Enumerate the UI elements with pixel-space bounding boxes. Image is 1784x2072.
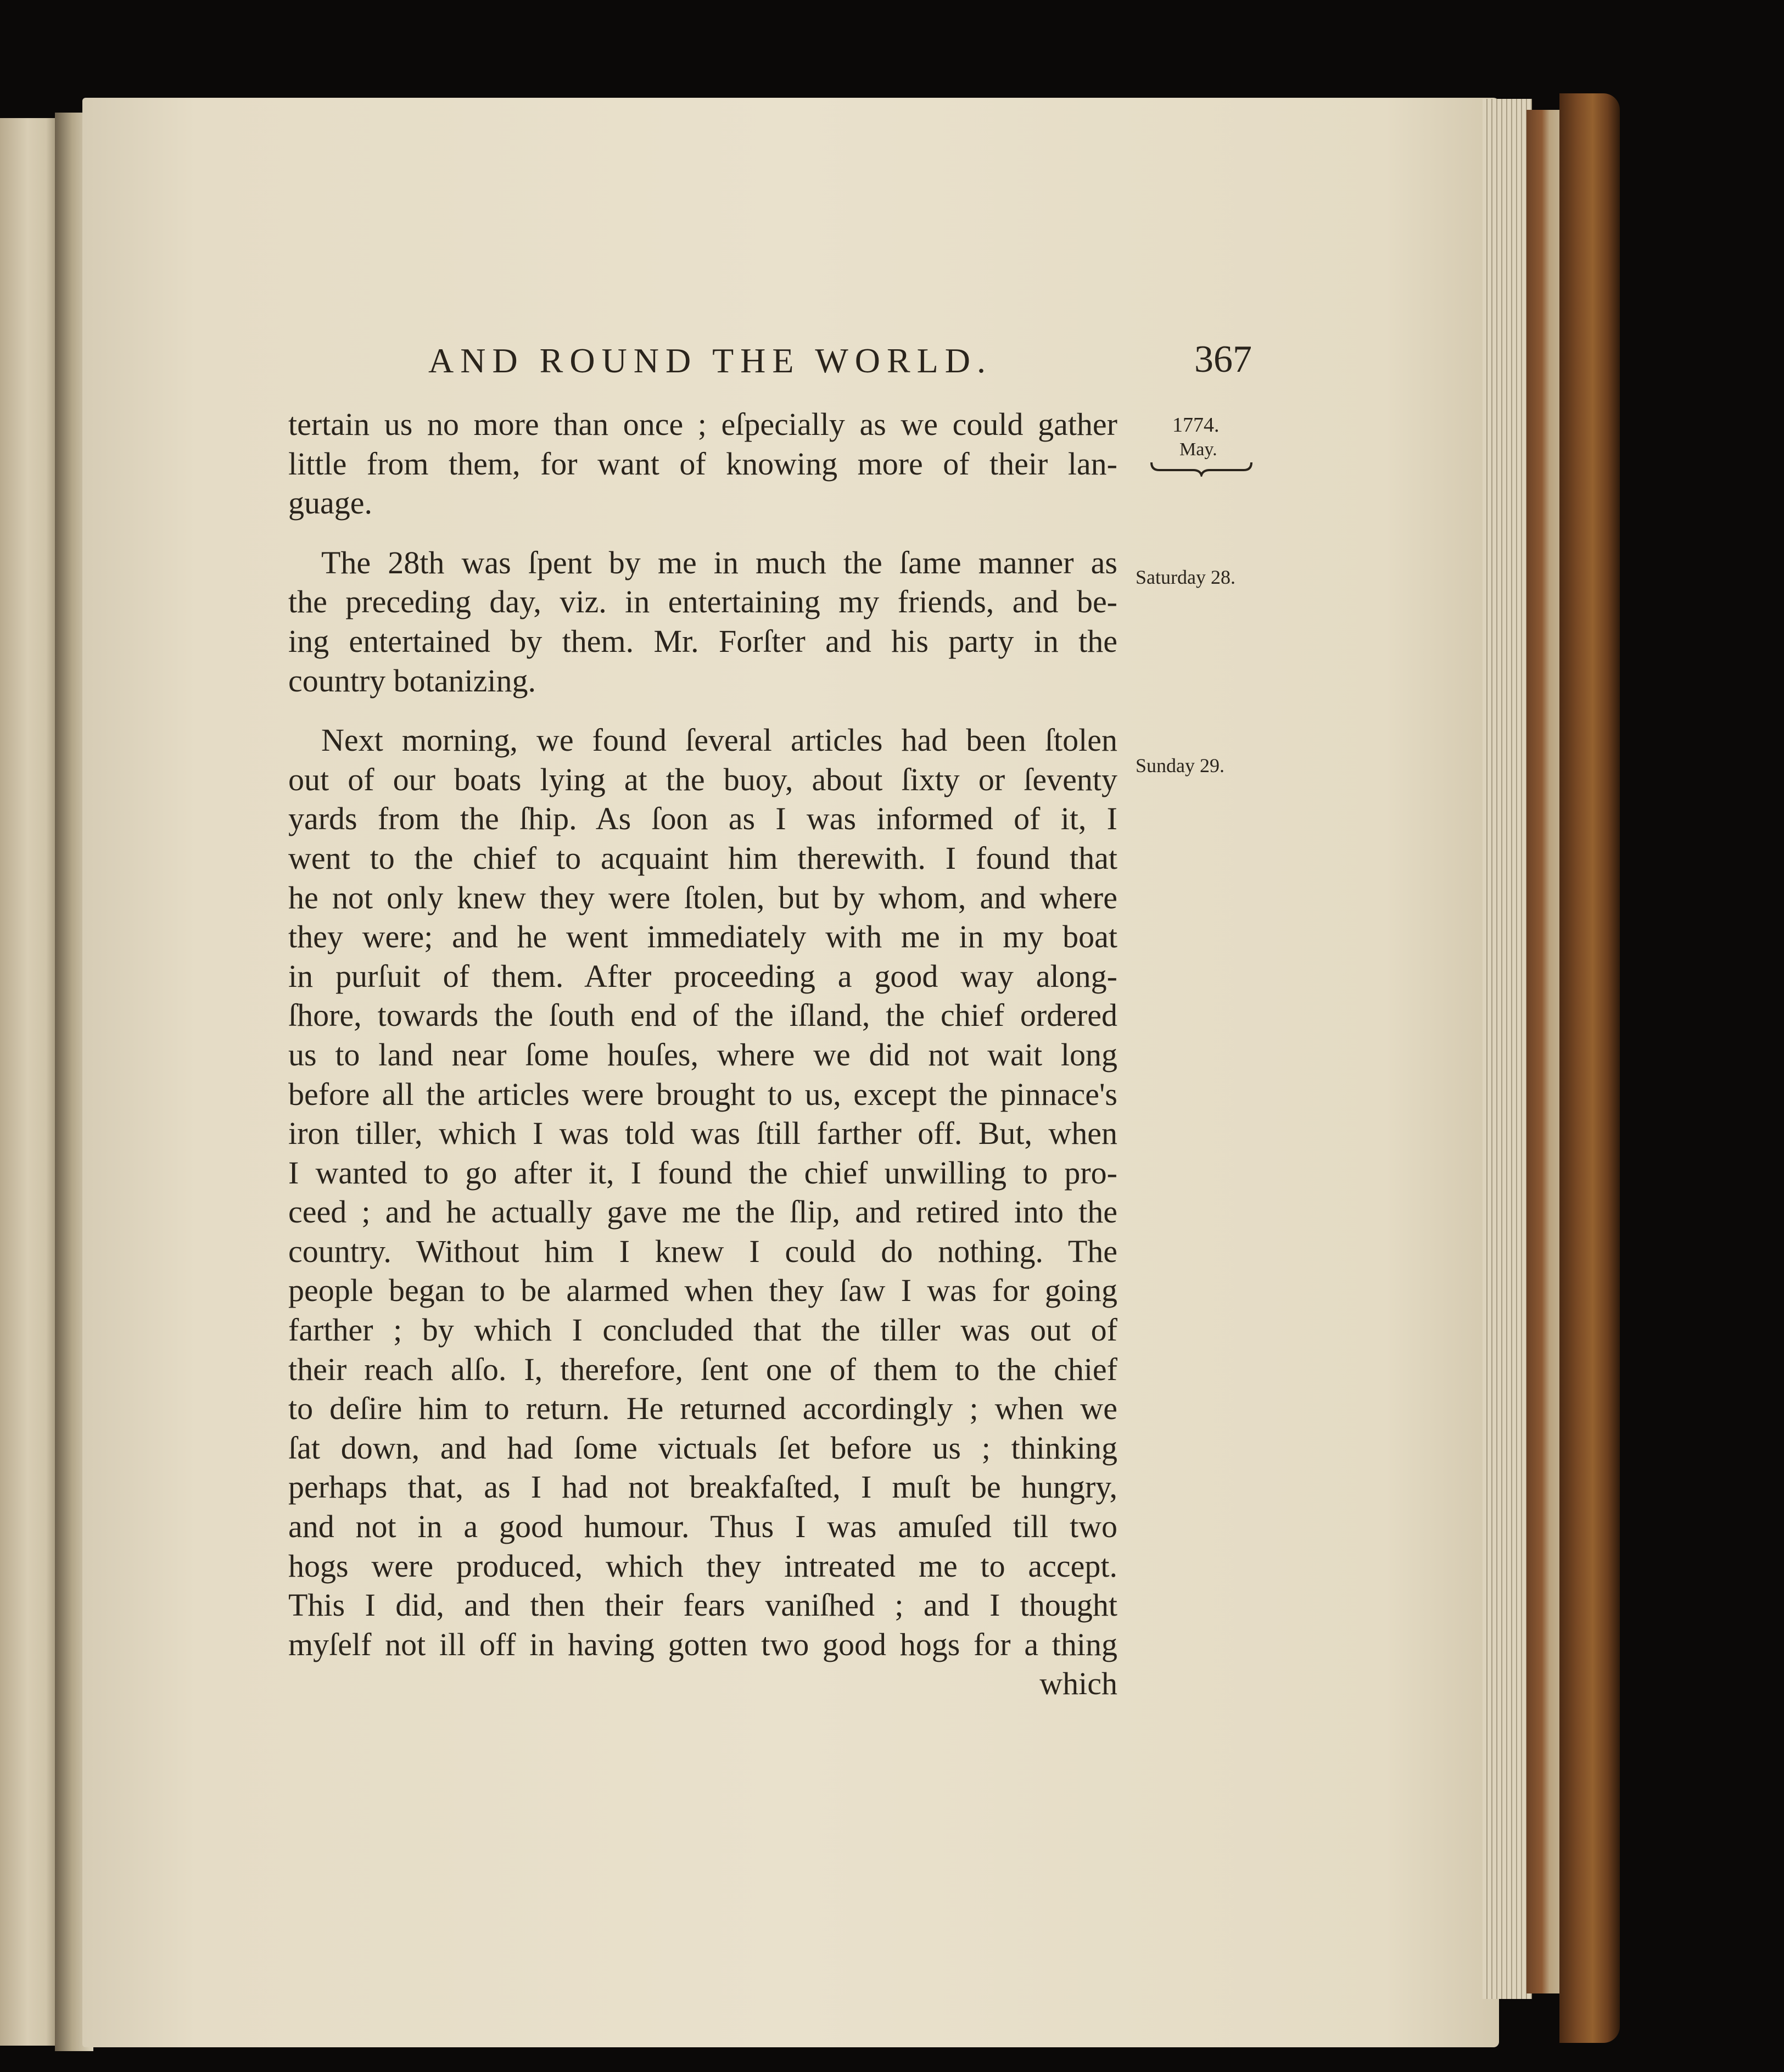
text-line: people began to be alarmed when they ſaw I was for going: [288, 1272, 1117, 1309]
text-line: ceed ; and he actually gave me the ſlip, and retired into the: [288, 1194, 1117, 1230]
text-line: This I did, and then their fears vaniſhed ; and I thought: [288, 1587, 1117, 1623]
text-line: guage.: [288, 485, 372, 521]
leather-binding: [1559, 93, 1620, 2043]
page-stack-edges: [1483, 99, 1532, 1999]
text-line: perhaps that, as I had not breakfaſted, I muſt be hungry,: [288, 1469, 1117, 1505]
text-line: in purſuit of them. After proceeding a good way along-: [288, 958, 1117, 994]
margin-sunday: Sunday 29.: [1136, 755, 1224, 777]
paragraph: [288, 405, 1117, 523]
text-line: they were; and he went immediately with me in my boat: [288, 919, 1117, 955]
text-line: went to the chief to acquaint him therewith. I found that: [288, 840, 1117, 876]
text-line: farther ; by which I concluded that the tiller was out of: [288, 1312, 1117, 1348]
text-line: ing entertained by them. Mr. Forſter and his party in the: [288, 623, 1117, 659]
text-line: hogs were produced, which they intreated me to accept.: [288, 1548, 1117, 1584]
text-line: ſat down, and had ſome victuals ſet before us ; thinking: [288, 1429, 1117, 1466]
text-line: out of our boats lying at the buoy, about ſixty or ſeventy: [288, 761, 1117, 797]
paragraph: [288, 543, 1117, 700]
text-line: to deſire him to return. He returned accordingly ; when we: [288, 1390, 1117, 1427]
text-line: ſhore, towards the ſouth end of the iſland, the chief ordered: [288, 997, 1117, 1034]
text-line: The 28th was ſpent by me in much the ſame manner as: [321, 544, 1117, 580]
text-line: country botanizing.: [288, 662, 536, 699]
text-line: I wanted to go after it, I found the chief unwilling to pro-: [288, 1154, 1117, 1191]
text-line: the preceding day, viz. in entertaining my friends, and be-: [288, 584, 1117, 620]
text-line: their reach alſo. I, therefore, ſent one of them to the chief: [288, 1351, 1117, 1387]
text-line: us to land near ſome houſes, where we did not wait long: [288, 1036, 1117, 1073]
paragraph: [288, 721, 1117, 1704]
date-brace-icon: [1149, 460, 1254, 477]
catchword: which: [1039, 1666, 1117, 1702]
text-line: myſelf not ill off in having gotten two good hogs for a thing: [288, 1626, 1117, 1662]
text-line: Next morning, we found ſeveral articles had been ſtolen: [321, 722, 1117, 758]
text-line: before all the articles were brought to us, except the pinnace's: [288, 1076, 1117, 1112]
text-line: yards from the ſhip. As ſoon as I was informed of it, I: [288, 801, 1117, 837]
text-line: tertain us no more than once ; eſpecially as we could gather: [288, 406, 1117, 442]
text-line: little from them, for want of knowing more of their lan-: [288, 445, 1117, 482]
margin-month: May.: [1179, 439, 1217, 460]
text-line: country. Without him I knew I could do nothing. The: [288, 1233, 1117, 1269]
left-page-edge: [0, 118, 61, 2046]
page-number: 367: [1194, 338, 1252, 381]
text-line: iron tiller, which I was told was ſtill farther off. But, when: [288, 1115, 1117, 1152]
margin-year: 1774.: [1172, 414, 1220, 437]
text-line: and not in a good humour. Thus I was amuſed till two: [288, 1509, 1117, 1545]
body-text: [288, 405, 1117, 1704]
text-line: he not only knew they were ſtolen, but by whom, and where: [288, 879, 1117, 915]
running-title: AND ROUND THE WORLD.: [428, 341, 992, 380]
margin-saturday: Saturday 28.: [1136, 566, 1235, 588]
